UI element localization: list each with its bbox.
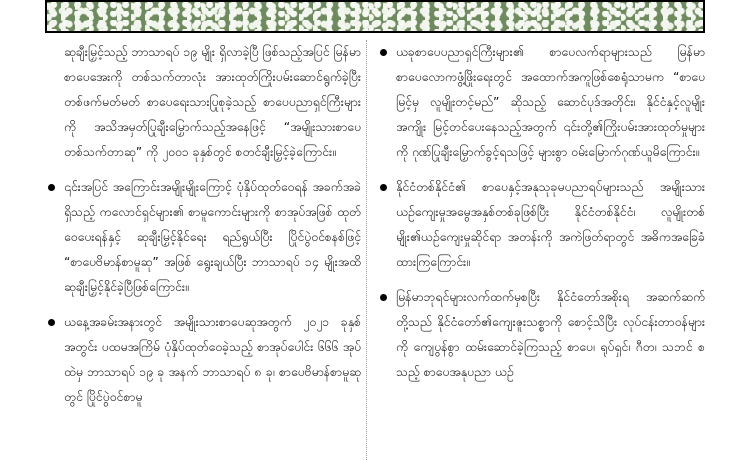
left-column	[43, 40, 361, 460]
right-bullet-item-3	[375, 285, 705, 385]
right-column	[375, 40, 705, 460]
right-bullet-text-1: ယခုစာပေပညာရှင်ကြီးများ၏ စာပေလက်ရာများသည် မြန်မာစာပေလောကဖွံ့ဖြိုးရေးတွင် အထောက်အကူဖြစ်စေရုံသာမက “စာပေမြင့်မှ လူမျိုးတင့်မည်” ဆိုသည့် ဆောင်ပုဒ်အတိုင်း၊ နိုင်ငံနှင့်လူမျိုးအကျိုး မြင့်တင်ပေးနေသည့်အတွက် ၎င်းတို့၏ကြိုးပမ်းအားထုတ်မှုများကို ဂုဏ်ပြုချီးမြှောက်ခွင့်ရသဖြင့် များစွာ ဝမ်းမြောက်ဂုဏ်ယူမိကြောင်း။	[396, 45, 705, 159]
right-bullet-text-2: နိုင်ငံတစ်နိုင်ငံ၏ စာပေနှင့်အနုသုခုမပညာရပ်များသည် အမျိုးသားယဉ်ကျေးမှုအမွေအနှစ်တစ်ခုဖြစ်ပြီး နိုင်ငံတစ်နိုင်ငံ၊ လူမျိုးတစ်မျိုး၏ယဉ်ကျေးမှုဆိုင်ရာ အတန်းကို အကဲဖြတ်ရာတွင် အဓိကအခြေခံထားကြကြောင်း။	[396, 180, 705, 269]
left-bullet-item-2	[43, 310, 361, 410]
bullet-icon	[380, 49, 387, 56]
bullet-icon	[48, 319, 55, 326]
column-divider	[366, 40, 367, 460]
left-bullet-text-2: ယနေ့အခမ်းအနားတွင် အမျိုးသားစာပေဆုအတွက် ၂၀၂၁ ခုနှစ်အတွင်း ပထမအကြိမ် ပုံနှိပ်ထုတ်ဝေခဲ့သည့် စာအုပ်ပေါင်း ၆၆၆ အုပ်ထဲမှ ဘာသာရပ် ၁၉ ခု အနက် ဘာသာရပ် ၈ ခု၊ စာပေဗိမာန်စာမူဆုတွင် ပြိုင်ပွဲဝင်စာမူ	[64, 315, 361, 404]
right-bullet-item-2	[375, 175, 705, 275]
right-bullet-item-1	[375, 40, 705, 165]
left-bullet-item-1	[43, 175, 361, 300]
bullet-icon	[380, 184, 387, 191]
header-flower-photo	[45, 0, 705, 33]
right-bullet-text-3: မြန်မာဘုရင်များလက်ထက်မှစပြီး နိုင်ငံတော်အစိုးရ အဆက်ဆက်တို့သည် နိုင်ငံတော်၏ကျေးဇူးသစ္စာကို စောင့်သိပြီး လုပ်ငန်းတာဝန်များကို ကျေပွန်စွာ ထမ်းဆောင်ခဲ့ကြသည့် စာပေ၊ ရုပ်ရှင်၊ ဂီတ၊ သဘင် စသည့် စာပေအနုပညာ ယဉ်	[396, 290, 705, 379]
left-bullet-text-1: ၎င်းအပြင် အကြောင်းအမျိုးမျိုးကြောင့် ပုံနှိပ်ထုတ်ဝေရန် အခက်အခဲရှိသည့် ကလောင်ရှင်များ၏ စာမူကောင်းများကို စာအုပ်အဖြစ် ထုတ်ဝေပေးရန်နှင့် ဆုချီးမြှင့်နိုင်ရေး ရည်ရွယ်ပြီး ပြိုင်ပွဲဝင်စနစ်ဖြင့် “စာပေဗိမာန်စာမူဆု” အဖြစ် ရွေးချယ်ပြီး ဘာသာရပ် ၁၄ မျိုးအထိ ဆုချီးမြှင့်နိုင်ခဲ့ပြီဖြစ်ကြောင်း။	[64, 180, 361, 294]
bullet-icon	[380, 294, 387, 301]
bullet-icon	[48, 184, 55, 191]
left-continued-paragraph: ဆုချီးမြှင့်သည့် ဘာသာရပ် ၁၉ မျိုး ရှိလာခဲ့ပြီ ဖြစ်သည့်အပြင် မြန်မာစာပေအေးကို တစ်သက်တာလုံး အားထုတ်ကြိုးပမ်းဆောင်ရွက်ခဲ့ပြီး တစ်ဖက်မတ်မတ် စာပေရေးသားပြုစုခဲ့သည့် စာပေပညာရှင်ကြီးများကို အသိအမှတ်ပြုချီးမြှောက်သည့်အနေဖြင့် “အမျိုးသားစာပေ တစ်သက်တာဆု” ကို ၂၀၀၁ ခုနှစ်တွင် စတင်ချီးမြှင့်ခဲ့ကြောင်း။	[64, 45, 361, 159]
